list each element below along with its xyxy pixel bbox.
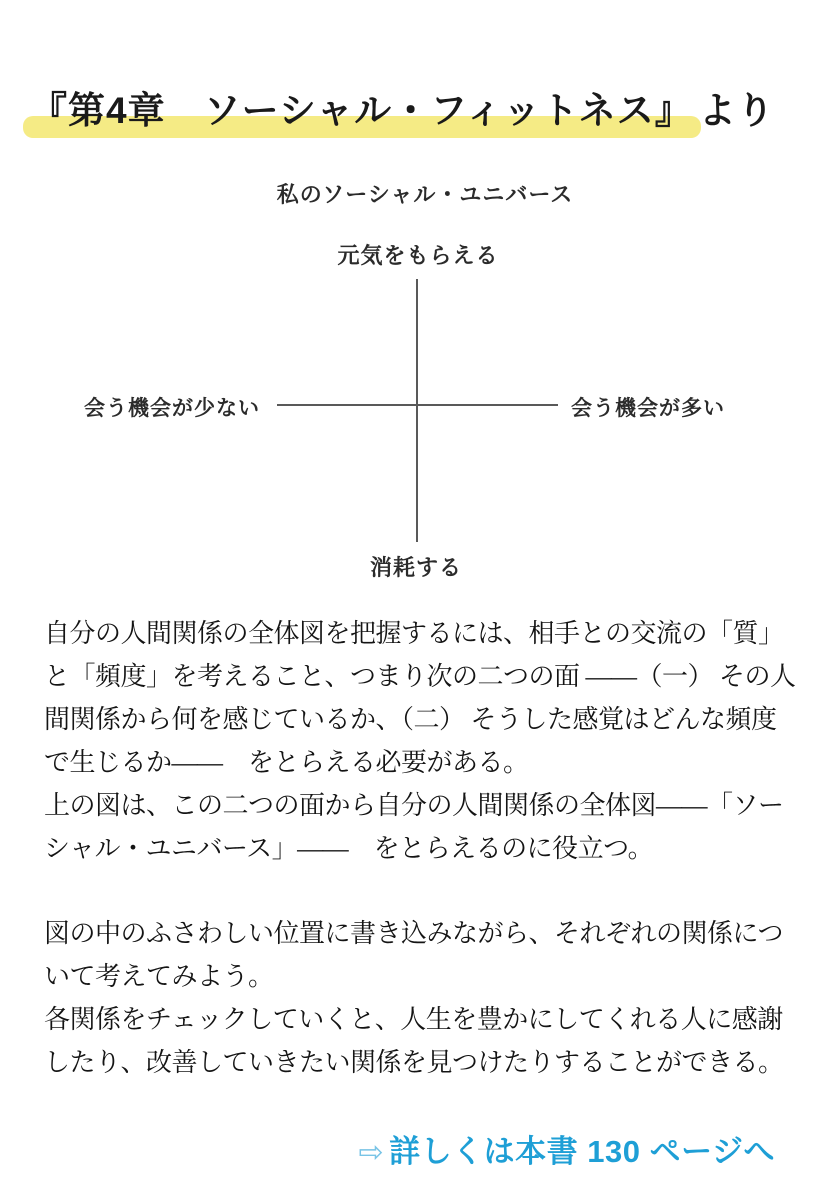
horizontal-axis-line xyxy=(277,404,558,406)
axis-label-left: 会う機会が少ない xyxy=(84,397,260,420)
text-line: 各関係をチェックしていくと、人生を豊かにしてくれる人に感謝 xyxy=(44,1005,783,1034)
text-line: で生じるか―― をとらえる必要がある。 xyxy=(44,748,529,777)
text-line: 図の中のふさわしい位置に書き込みながら、それぞれの関係につ xyxy=(44,919,783,948)
text-line: 自分の人間関係の全体図を把握するには、相手との交流の「質」 xyxy=(44,619,784,648)
text-line: シャル・ユニバース」―― をとらえるのに役立つ。 xyxy=(44,834,654,863)
text-line: 上の図は、この二つの面から自分の人間関係の全体図――「ソー xyxy=(44,791,784,820)
paragraph-2 xyxy=(44,912,784,1084)
vertical-axis-line xyxy=(416,279,418,542)
axis-label-top: 元気をもらえる xyxy=(337,243,499,268)
text-line: したり、改善していきたい関係を見つけたりすることができる。 xyxy=(44,1048,784,1077)
title-suffix: より xyxy=(698,89,775,131)
text-line: と「頻度」を考えること、つまり次の二つの面 ――（一） その人 xyxy=(44,662,796,691)
axis-label-right: 会う機会が多い xyxy=(571,397,725,420)
footer-reference-label: 詳しくは本書 130 ページへ xyxy=(389,1134,775,1169)
axis-label-bottom: 消耗する xyxy=(369,555,463,580)
diagram-title: 私のソーシャル・ユニバース xyxy=(276,182,574,207)
paragraph-1 xyxy=(44,612,796,870)
title-highlighted-text: 『第4章 ソーシャル・フィットネス』 xyxy=(30,89,693,131)
footer-reference xyxy=(359,1126,775,1171)
title-highlighted-part xyxy=(30,89,693,133)
page-title xyxy=(30,89,775,133)
right-arrow-icon: ⇨ xyxy=(358,1136,385,1169)
text-line: 間関係から何を感じているか、（二） そうした感覚はどんな頻度 xyxy=(44,705,777,734)
text-line: いて考えてみよう。 xyxy=(44,962,274,991)
